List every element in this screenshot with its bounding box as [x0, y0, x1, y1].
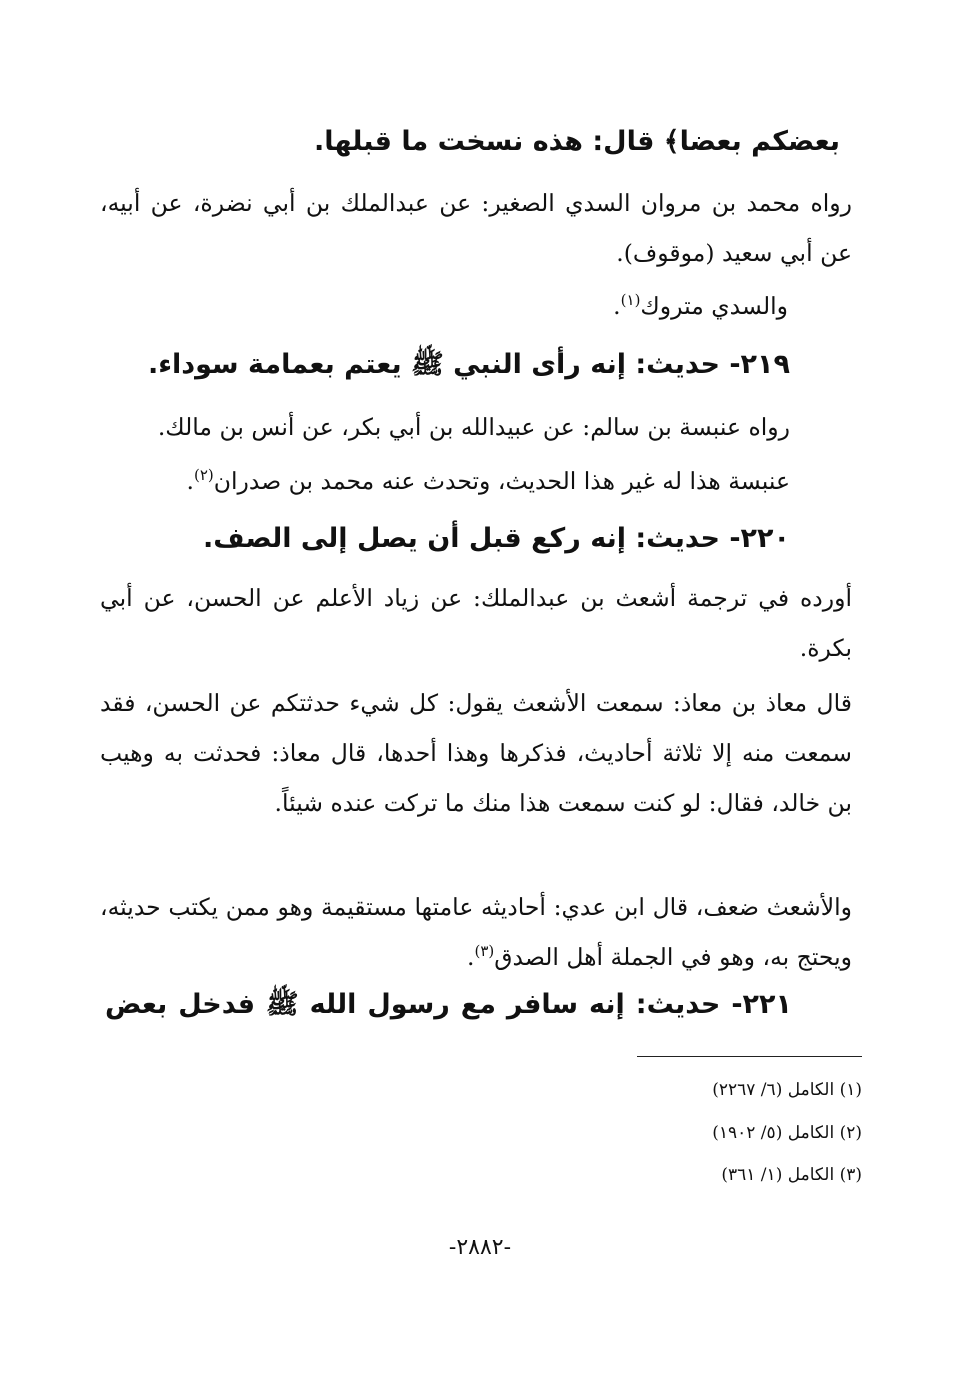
page-number: -٢٨٨٢- — [448, 1235, 512, 1260]
paragraph-assessment-219 — [100, 461, 790, 501]
footnote-1: (١) الكامل (٦/ ٢٢٦٧) — [712, 1080, 862, 1100]
footnote-ref-2[interactable]: (٢) — [193, 466, 214, 485]
paragraph-narration-1: رواه محمد بن مروان السدي الصغير: عن عبدالملك بن أبي نضرة، عن أبيه، عن أبي سعيد (موقوف). — [100, 189, 852, 267]
paragraph-assessment-1-text: والسدي متروك — [640, 292, 788, 320]
footnote-3: (٣) الكامل (١/ ٣٦١) — [721, 1165, 862, 1185]
paragraph-ibn-adi-text: والأشعث ضعف، قال ابن عدي: أحاديثه عامتها مستقيمة وهو ممن يكتب حديثه، ويحتج به، وهو في الجملة أهل الصدق — [100, 893, 852, 971]
paragraph-narration-219: رواه عنبسة بن سالم: عن عبيدالله بن أبي بكر، عن أنس بن مالك. — [157, 413, 790, 441]
hadith-heading-221: ٢٢١- حديث: إنه سافر مع رسول الله ﷺ فدخل بعض — [105, 989, 792, 1020]
paragraph-assessment-219-end: . — [186, 467, 194, 495]
paragraph-muadh-quote: قال معاذ بن معاذ: سمعت الأشعث يقول: كل شيء حدثتكم عن الحسن، فقد سمعت منه إلا ثلاثة أحاديث، فذكرها وهذا أحدها، قال معاذ: فحدثت به وهيب بن خالد، فقال: لو كنت سمعت هذا منك ما تركت عنده شيئاً. — [100, 689, 852, 817]
hadith-heading-219: ٢١٩- حديث: إنه رأى النبي ﷺ يعتم بعمامة سوداء. — [147, 349, 790, 380]
paragraph-narration-220: أورده في ترجمة أشعث بن عبدالملك: عن زياد الأعلم عن الحسن، عن أبي بكرة. — [100, 584, 852, 662]
footnote-ref-1[interactable]: (١) — [620, 291, 641, 310]
paragraph-assessment-219-text: عنبسة هذا له غير هذا الحديث، وتحدث عنه محمد بن صدران — [213, 467, 790, 495]
paragraph-ibn-adi-end: . — [466, 943, 475, 971]
continuation-heading: بعضكم بعضا﴾ قال: هذه نسخت ما قبلها. — [314, 126, 840, 157]
footnote-2: (٢) الكامل (٥/ ١٩٠٢) — [712, 1123, 862, 1143]
footnote-divider — [637, 1056, 862, 1057]
paragraph-assessment-1-end: . — [613, 292, 621, 320]
paragraph-assessment-1 — [100, 286, 788, 326]
paragraph-ibn-adi-assessment — [100, 882, 852, 982]
hadith-heading-220: ٢٢٠- حديث: إنه ركع قبل أن يصل إلى الصف. — [203, 523, 790, 554]
footnote-ref-3[interactable]: (٣) — [474, 942, 495, 961]
